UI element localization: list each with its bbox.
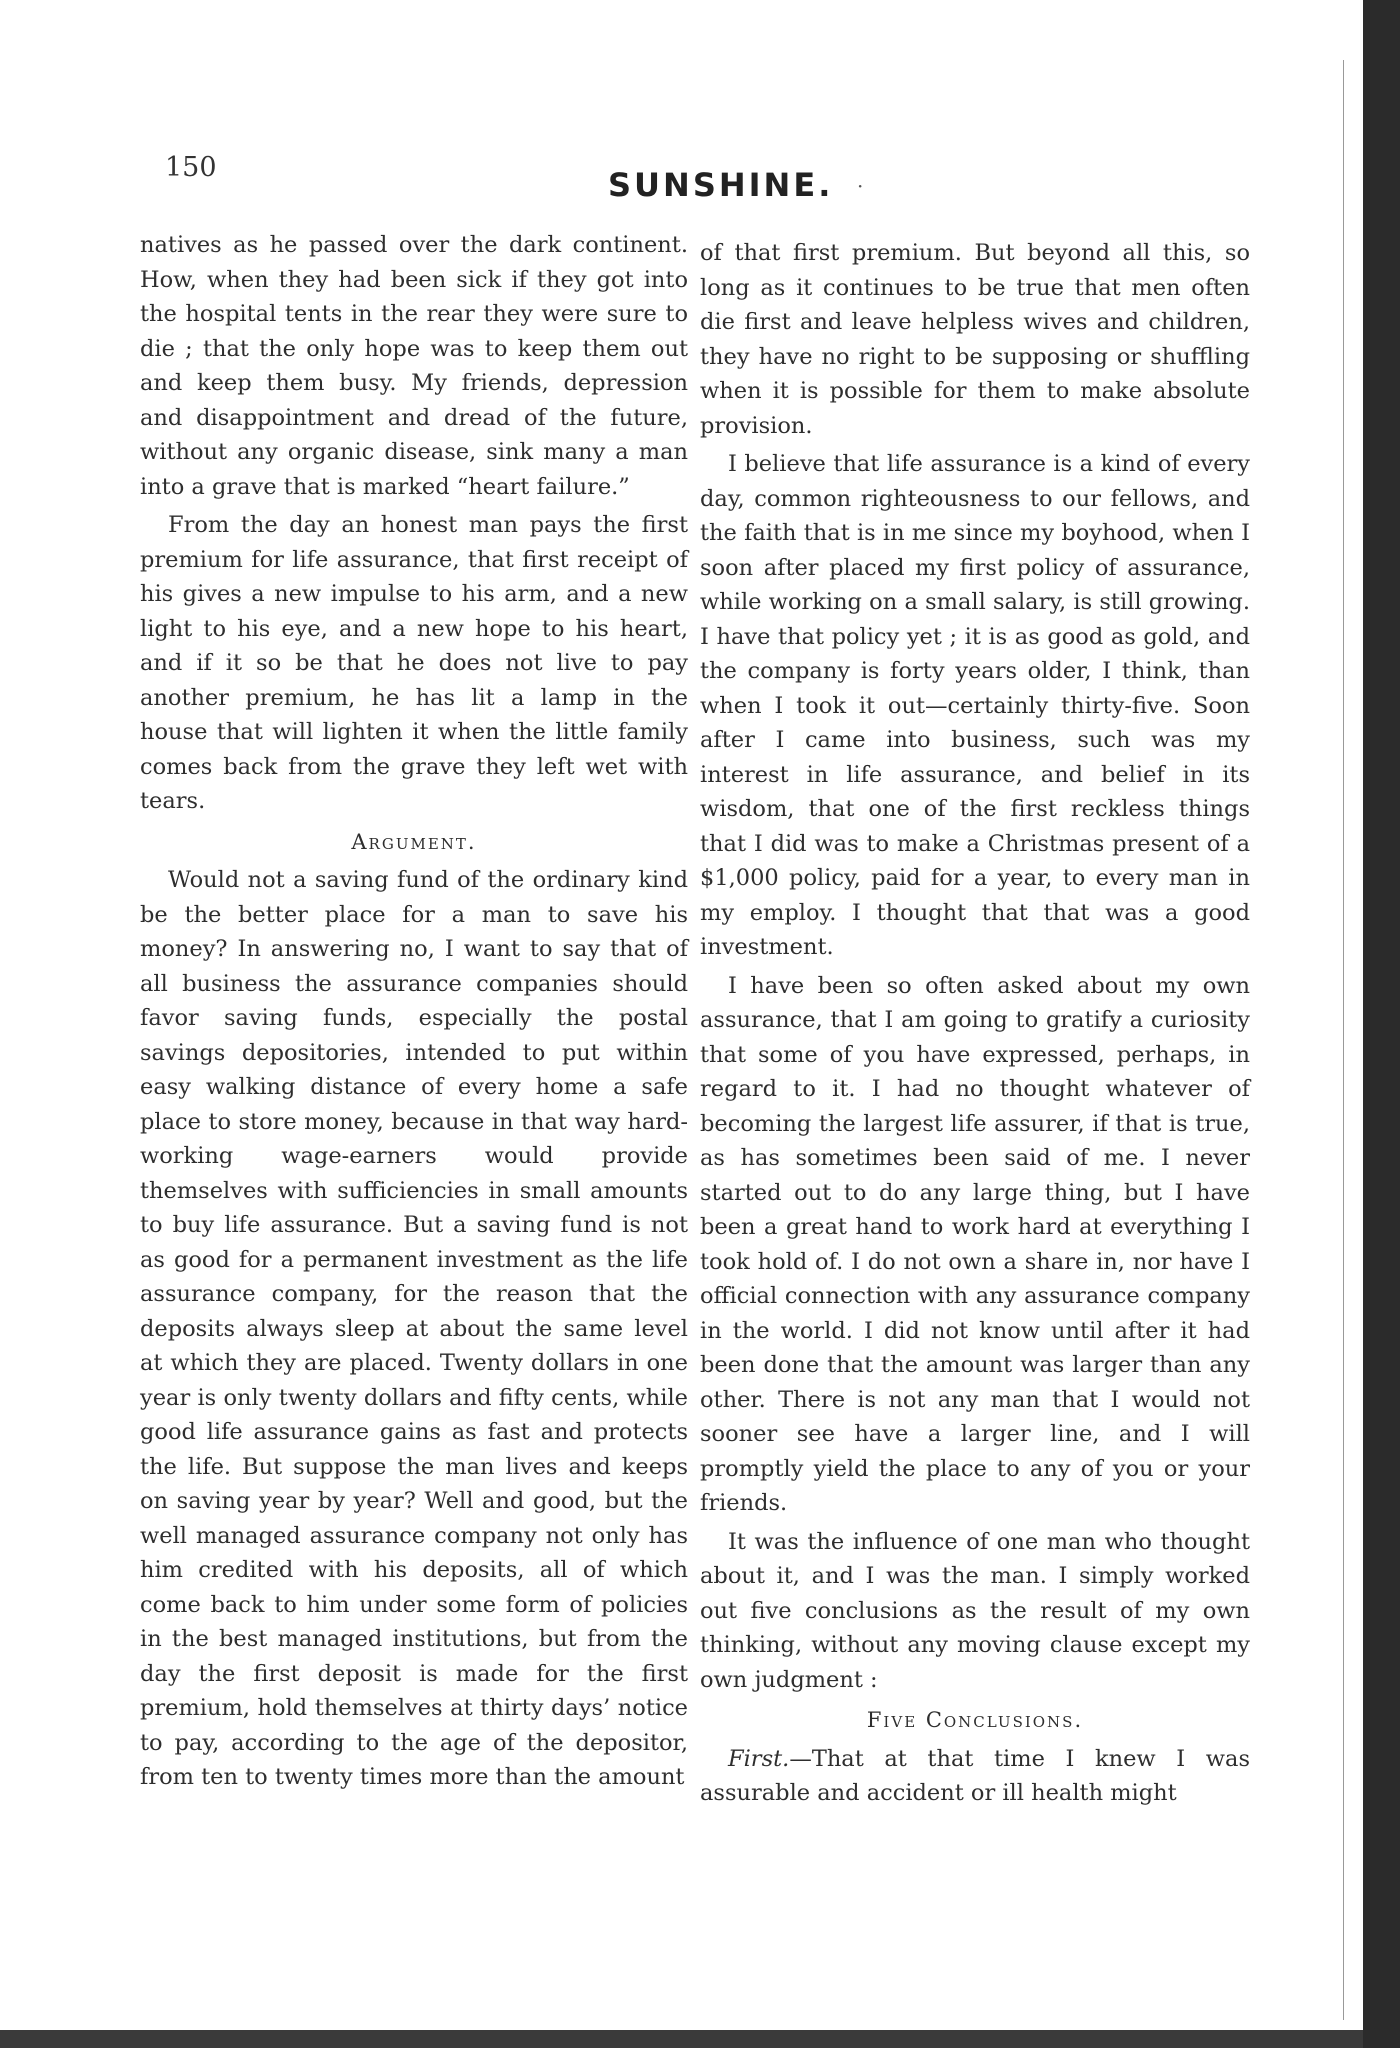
paragraph [700, 1742, 1250, 1811]
header-mark: · [857, 174, 864, 198]
running-head-title: SUNSHINE. [608, 166, 834, 204]
paragraph-lead: First. [728, 1745, 790, 1772]
paragraph: From the day an honest man pays the first premium for life assurance, that first receipt of his gives a new impulse to his arm, and a new light to his eye, and a new hope to his heart, and if it so be that he does not live to pay another premium, he has lit a lamp in the house that will lighten it when the little family comes back from the grave they left wet with tears. [140, 512, 688, 814]
paragraph: natives as he passed over the dark continent. How, when they had been sick if they got into the hospital tents in the rear they were sure to die ; that the only hope was to keep them out and keep them busy. My friends, depression and disappointment and dread of the future, without any organic disease, sink many a man into a grave that is marked “heart failure.” [140, 232, 688, 500]
page-edge-line [1343, 60, 1344, 2020]
paragraph: Would not a saving fund of the ordinary kind be the better place for a man to save his money? In answering no, I want to say that of all business the assurance companies should favor saving funds, especially the postal savings depositories, intended to put within easy walking distance of every home a safe place to store money, because in that way hard-working wage-earners would provide themselves with sufficiencies in small amounts to buy life assurance. But a saving fund is not as good for a permanent investment as the life assurance company, for the reason that the deposits always sleep at about the same level at which they are placed. Twenty dollars in one year is only twenty dollars and fifty cents, while good life assurance gains as fast and protects the life. But suppose the man lives and keeps on saving year by year? Well and good, but the well managed assurance company not only has him credited with his deposits, all of which come back to him under some form of policies in the best managed institutions, but from the day the first deposit is made for the first premium, hold themselves at thirty days’ notice to pay, according to the age of the depositor, from ten to twenty times more than the amount [140, 867, 688, 1790]
left-column [140, 228, 688, 1795]
paragraph: I believe that life assurance is a kind of every day, common righteousness to our fellows, and the faith that is in me since my boyhood, when I soon after placed my first policy of assurance, while working on a small salary, is still growing. I have that policy yet ; it is as good as gold, and the company is forty years older, I think, than when I took it out—certainly thirty-five. Soon after I came into business, such was my interest in life assurance, and belief in its wisdom, that one of the first reckless things that I did was to make a Christmas present of a $1,000 policy, paid for a year, to every man in my employ. I thought that that was a good investment. [700, 451, 1250, 960]
paragraph: of that first premium. But beyond all this, so long as it continues to be true that men often die first and leave helpless wives and children, they have no right to be supposing or shuffling when it is possible for them to make absolute provision. [700, 240, 1250, 439]
paragraph: It was the influence of one man who thought about it, and I was the man. I simply worked out five conclusions as the result of my own thinking, without any moving clause except my own judgment : [700, 1528, 1250, 1693]
page-number: 150 [165, 152, 217, 183]
section-heading-argument: Argument. [351, 829, 477, 854]
paragraph: I have been so often asked about my own assurance, that I am going to gratify a curiosity that some of you have expressed, perhaps, in regard to it. I had no thought whatever of becoming the largest life assurer, if that is true, as has sometimes been said of me. I never started out to do any large thing, but I have been a great hand to work hard at everything I took hold of. I do not own a share in, nor have I official connection with any assurance company in the world. I did not know until after it had been done that the amount was larger than any other. There is not any man that I would not sooner see have a larger line, and I will promptly yield the place to any of you or your friends. [700, 972, 1250, 1516]
section-heading-five-conclusions: Five Conclusions. [866, 1708, 1084, 1732]
scan-bottom-margin [0, 2030, 1363, 2048]
paragraph-text: —That at that time I knew I was assurable and accident or ill health might [700, 1745, 1250, 1806]
right-column [700, 236, 1250, 1811]
scan-right-margin [1363, 0, 1400, 2048]
